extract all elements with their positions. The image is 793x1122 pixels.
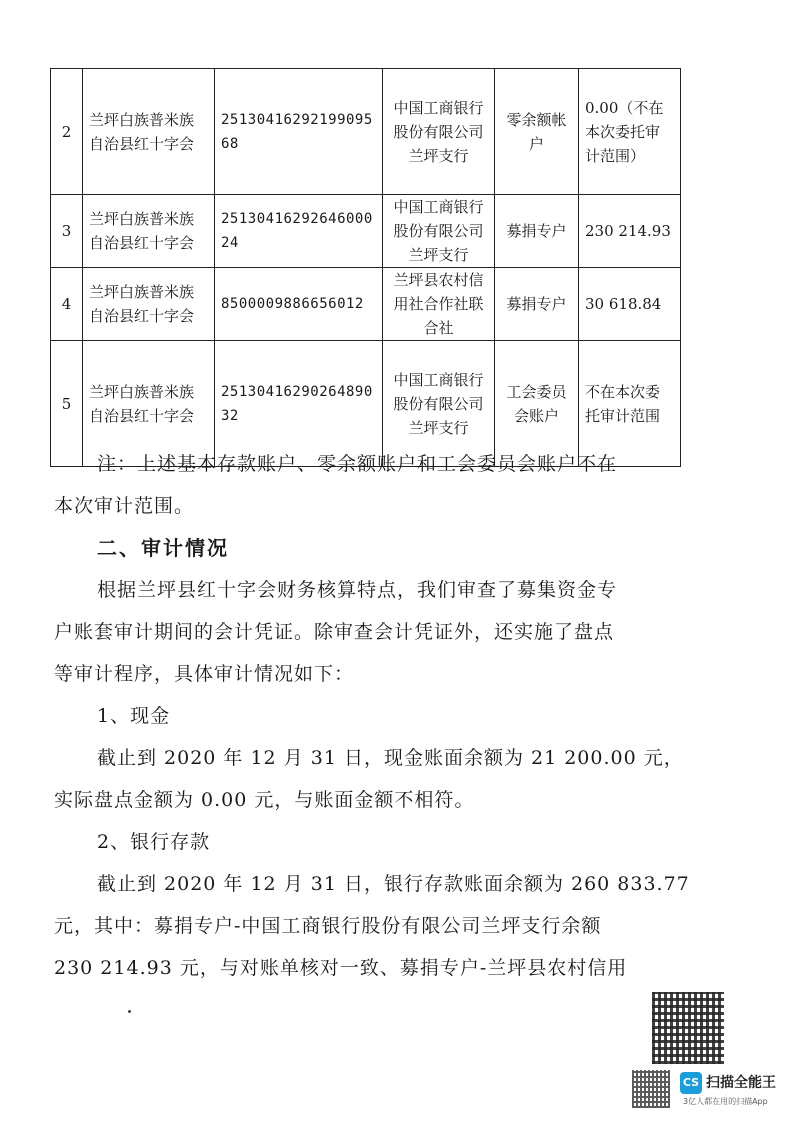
- account-type: 工会委员会账户: [495, 341, 579, 467]
- table-row: [51, 69, 681, 195]
- bank-name: 中国工商银行股份有限公司兰坪支行: [383, 195, 495, 268]
- paragraph-line: 户账套审计期间的会计凭证。除审查会计凭证外，还实施了盘点: [54, 621, 615, 643]
- camscanner-logo-icon: CS: [680, 1072, 702, 1094]
- paragraph-line: 截止到 2020 年 12 月 31 日，银行存款账面余额为 260 833.77: [97, 873, 690, 895]
- qr-code-icon: [652, 992, 724, 1064]
- row-number: 3: [51, 195, 83, 268]
- account-number: 2513041629026489032: [215, 341, 383, 467]
- paragraph-line: 等审计程序，具体审计情况如下：: [54, 663, 355, 685]
- note-line: 注：上述基本存款账户、零余额账户和工会委员会账户不在: [97, 453, 618, 475]
- unit-name: 兰坪白族普米族自治县红十字会: [83, 268, 215, 341]
- table-row: [51, 268, 681, 341]
- scan-speck: [128, 1010, 131, 1013]
- account-number: 8500009886656012: [215, 268, 383, 341]
- unit-name: 兰坪白族普米族自治县红十字会: [83, 341, 215, 467]
- qr-code-small-icon: [632, 1070, 670, 1108]
- account-number: 2513041629219909568: [215, 69, 383, 195]
- row-number: 2: [51, 69, 83, 195]
- account-type: 零余额帐户: [495, 69, 579, 195]
- table-row: [51, 341, 681, 467]
- paragraph-line: 230 214.93 元，与对账单核对一致、募捐专户-兰坪县农村信用: [54, 957, 628, 979]
- note-line: 本次审计范围。: [54, 495, 195, 517]
- paragraph-line: 元，其中：募捐专户-中国工商银行股份有限公司兰坪支行余额: [54, 915, 602, 937]
- account-amount: 0.00（不在本次委托审计范围）: [579, 69, 681, 195]
- camscanner-app-name: 扫描全能王: [706, 1075, 776, 1091]
- account-type: 募捐专户: [495, 195, 579, 268]
- camscanner-tagline: 3亿人都在用的扫描App: [683, 1097, 768, 1106]
- row-number: 4: [51, 268, 83, 341]
- account-number: 2513041629264600024: [215, 195, 383, 268]
- account-amount: 230 214.93: [579, 195, 681, 268]
- section-heading: 二、审计情况: [97, 536, 229, 560]
- table-row: [51, 195, 681, 268]
- subsection-title-bank-deposit: 2、银行存款: [97, 831, 211, 853]
- bank-name: 中国工商银行股份有限公司兰坪支行: [383, 69, 495, 195]
- account-type: 募捐专户: [495, 268, 579, 341]
- account-amount: 不在本次委托审计范围: [579, 341, 681, 467]
- row-number: 5: [51, 341, 83, 467]
- unit-name: 兰坪白族普米族自治县红十字会: [83, 195, 215, 268]
- paragraph-line: 根据兰坪县红十字会财务核算特点，我们审查了募集资金专: [97, 579, 618, 601]
- paragraph-line: 实际盘点金额为 0.00 元，与账面金额不相符。: [54, 789, 475, 811]
- paragraph-line: 截止到 2020 年 12 月 31 日，现金账面余额为 21 200.00 元，: [97, 747, 684, 769]
- subsection-title-cash: 1、现金: [97, 705, 171, 727]
- unit-name: 兰坪白族普米族自治县红十字会: [83, 69, 215, 195]
- bank-accounts-table: [50, 68, 681, 467]
- bank-name: 兰坪县农村信用社合作社联合社: [383, 268, 495, 341]
- bank-name: 中国工商银行股份有限公司兰坪支行: [383, 341, 495, 467]
- account-amount: 30 618.84: [579, 268, 681, 341]
